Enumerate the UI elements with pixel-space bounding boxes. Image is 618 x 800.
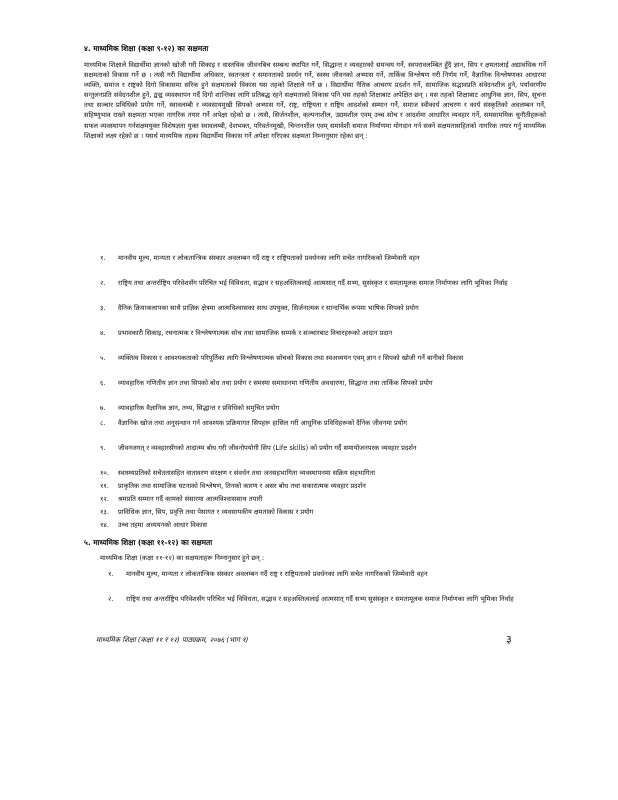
list-item-text: प्रभावकारी सिकाइ, रचनात्मक र विश्लेषणात्मक सोच तथा सामाजिक सम्पर्क र सञ्चारबाट विचारहरूको आदान प्रदान xyxy=(118,329,393,337)
list-item xyxy=(100,403,546,413)
list-item-text: जीवनजगत् र व्यवहारसँगको तादात्म्य बोध गरी जीवनोपयोगी सिप (Life skills) को प्रयोग गर्दै समायोजनपरक व्यवहार प्रदर्शन xyxy=(118,444,417,452)
list-item-number: ३. xyxy=(100,304,106,312)
list-item xyxy=(100,468,546,478)
list-item-number: ६. xyxy=(100,379,106,387)
list-item-number: ५. xyxy=(100,354,106,362)
list-item-number: १४. xyxy=(100,521,109,529)
list-item-text: प्राकृतिक तथा सामाजिक घटनाको विश्लेषण, तिनको कारण र असर बोध तथा सकारात्मक व्यवहार प्रदर्शन xyxy=(118,482,366,490)
list-item xyxy=(100,253,546,263)
list-item xyxy=(108,569,546,579)
list-item-text: मानवीय मूल्य, मान्यता र लोकतान्त्रिक संस्कार अवलम्बन गर्दै राष्ट्र र राष्ट्रियताको प्रवर्धनका लागि सचेत नागरिकको जिम्मेवारी वहन xyxy=(126,570,428,578)
list-item-number: १. xyxy=(108,570,114,578)
list-item xyxy=(100,520,546,530)
list-item-number: १३. xyxy=(100,508,109,516)
list-item xyxy=(100,328,546,338)
list-item-number: १. xyxy=(100,254,106,262)
list-item-number: १०. xyxy=(100,469,109,477)
list-item xyxy=(100,443,546,453)
section-5-paragraph: माध्यमिक शिक्षा (कक्षा ११-१२) का सक्षमताहरू निम्नानुसार हुने छन् : xyxy=(100,554,265,562)
list-item-text: राष्ट्रिय तथा अन्तर्राष्ट्रिय परिवेशसँग परिचित भई विविधता, सद्भाव र सहअस्तित्वलाई आत्मसात् गर्दै सभ्य सुसंस्कृत र समतामूलक समाज निर्माणका लागि भूमिका निर्वाह xyxy=(126,595,514,603)
page-footer: माध्यमिक शिक्षा (कक्षा ११ र १२) पाठ्यक्रम, २०७६ (भाग १) xyxy=(96,636,249,644)
list-item-text: स्वास्थ्यप्रतिको सचेततासहित वातावरण संरक्षण र संवर्धन तथा जनसहभागिता व्यवस्थापनमा सक्रिय सहभागिता xyxy=(118,469,375,477)
section-4-paragraph: माध्यमिक शिक्षाले विद्यार्थीमा ज्ञानको खोजी गरी सिकाइ र वास्तविक जीवनबिच सम्बन्ध स्थापित गर्ने, सिद्धान्त र व्यवहारको समन्वय गर्ने, स्वपरावलम्बित हुँदै ज्ञान, सिप र क्षमतालाई अद्यावधिक गर्ने सक्षमताको विकास गर्ने छ । त्यसै गरी विद्यार्थीमा अधिकार, स्वतन्त्रता र समानताको प्रवर्धन गर्ने, स्वस्थ जीवनको अभ्यास गर्ने, तार्किक विश्लेषण गरी निर्णय गर्ने, वैज्ञानिक विश्लेषणका आधारमा व्यक्ति, समाज र राष्ट्रको दिगो विकासमा सरिक हुने सक्षमताको विकास यस तहको शिक्षाले गर्ने छ । विद्यार्थीमा नैतिक आचरण प्रदर्शन गर्ने, सामाजिक सद्भावप्रति संवेदनशील हुने, पर्यावरणीय सन्तुलनप्रति संवेदनशील हुने, द्वन्द्व व्यवस्थापन गर्दै दिगो शान्तिका लागि प्रतिबद्ध रहने सक्षमताको विकास पनि यस तहको शिक्षाबाट अपेक्षित छन् । यस तहको शिक्षाबाट आधुनिक ज्ञान, सिप, सूचना तथा सञ्चार प्रविधिको प्रयोग गर्ने, स्वावलम्बी र व्यवसायमुखी सिपको अभ्यास गर्ने, राष्ट्र, राष्ट्रियता र राष्ट्रिय आदर्शको सम्मान गर्ने, समाज स्वीकार्य आचरण र कार्य संस्कृतिको अवलम्बन गर्ने, सहिष्णुभाव राख्ने सक्षमता भएका नागरिक तयार गर्ने अपेक्षा रहेको छ । त्यसै, सिर्जनशील, कल्पनाशील, उद्यमशील एवम् उच्च सोच र आदर्शमा आधारित व्यवहार गर्ने, समसामयिक चुनौतीहरूको सफल व्यवस्थापन गर्नसक्षमयुक्त विशेषज्ञता युक्त स्वावलम्बी, देशभक्त, परिवर्तनमुखी, चिन्तनशील एवम् समावेशी समाज निर्माणमा योगदान गर्न सक्ने सक्षमतासहितको नागरिक तयार गर्नु माध्यमिक शिक्षाको लक्ष्य रहेको छ । यसर्थ माध्यमिक तहका विद्यार्थीमा विकास गर्ने अपेक्षा गरिएका सक्षमता निम्नानुसार रहेका छन् : xyxy=(84,61,546,140)
list-item-text: श्रमप्रति सम्मान गर्दै कामको संसारमा आत्मविश्वाससाथ तयारी xyxy=(118,495,263,503)
list-item xyxy=(100,353,546,363)
list-item-text: व्यक्तित्व विकास र आवश्यकताको परिपूर्तिका लागि विश्लेषणात्मक सोचको विकास तथा स्वअध्ययन एवम् ज्ञान र सिपको खोजी गर्ने बानीको विकास xyxy=(118,354,464,362)
list-item-number: ८. xyxy=(100,419,106,427)
section-4-heading: ४. माध्यमिक शिक्षा (कक्षा ९-१२) का सक्षमता xyxy=(84,44,209,53)
list-item-number: ९. xyxy=(100,444,106,452)
list-item xyxy=(100,378,546,388)
list-item xyxy=(100,507,546,517)
list-item-number: ११. xyxy=(100,482,109,490)
list-item xyxy=(100,494,546,504)
list-item xyxy=(100,303,546,313)
section-5-heading: ५. माध्यमिक शिक्षा (कक्षा ११-१२) का सक्षमता xyxy=(84,538,213,547)
page-number: ३ xyxy=(506,633,512,646)
list-item-text: प्राविधिक ज्ञान, सिप, प्रवृत्ति तथा पेसागत र व्यवसायकीय क्षमताको विकास र प्रयोग xyxy=(118,508,314,516)
list-item-text: वैज्ञानिक खोज तथा अनुसन्धान गर्न आवश्यक प्रक्रियागत सिपहरू हासिल गरी आधुनिक प्रविधिहरूको दैनिक जीवनमा प्रयोग xyxy=(118,419,407,427)
list-item-text: व्यावहारिक गणितीय ज्ञान तथा सिपको बोध तथा प्रयोग र समस्या समाधानमा गणितीय अवधारणा, सिद्धान्त तथा तार्किक सिपको प्रयोग xyxy=(118,379,433,387)
list-item-text: दैनिक क्रियाकलापका साथै प्राज्ञिक क्षेत्रमा आत्मविश्वासका साथ उपयुक्त, सिर्जनात्मक र सान्दर्भिक रूपमा भाषिक सिपको प्रयोग xyxy=(118,304,419,312)
list-item xyxy=(108,594,546,604)
list-item-text: मानवीय मूल्य, मान्यता र लोकतान्त्रिक संस्कार अवलम्बन गर्दै राष्ट्र र राष्ट्रियताको प्रवर्धनका लागि सचेत नागरिकको जिम्मेवारी वहन xyxy=(118,254,420,262)
list-item xyxy=(100,481,546,491)
list-item-number: १२. xyxy=(100,495,109,503)
list-item xyxy=(100,278,546,288)
list-item-text: व्यावहारिक वैज्ञानिक ज्ञान, तथ्य, सिद्धान्त र प्रविधिको समुचित प्रयोग xyxy=(118,404,280,412)
list-item-number: ४. xyxy=(100,329,106,337)
list-item-text: राष्ट्रिय तथा अन्तर्राष्ट्रिय परिवेशसँग परिचित भई विविधता, सद्भाव र सहअस्तित्वलाई आत्मसात् गर्दै सभ्य, सुसंस्कृत र समतामूलक समाज निर्माणका लागि भूमिका निर्वाह xyxy=(118,279,508,287)
list-item-number: २. xyxy=(108,595,114,603)
list-item-number: ७. xyxy=(100,404,106,412)
list-item-number: २. xyxy=(100,279,106,287)
list-item-text: उच्च तहमा अध्ययनको आधार विकास xyxy=(118,521,207,529)
list-item xyxy=(100,418,546,428)
